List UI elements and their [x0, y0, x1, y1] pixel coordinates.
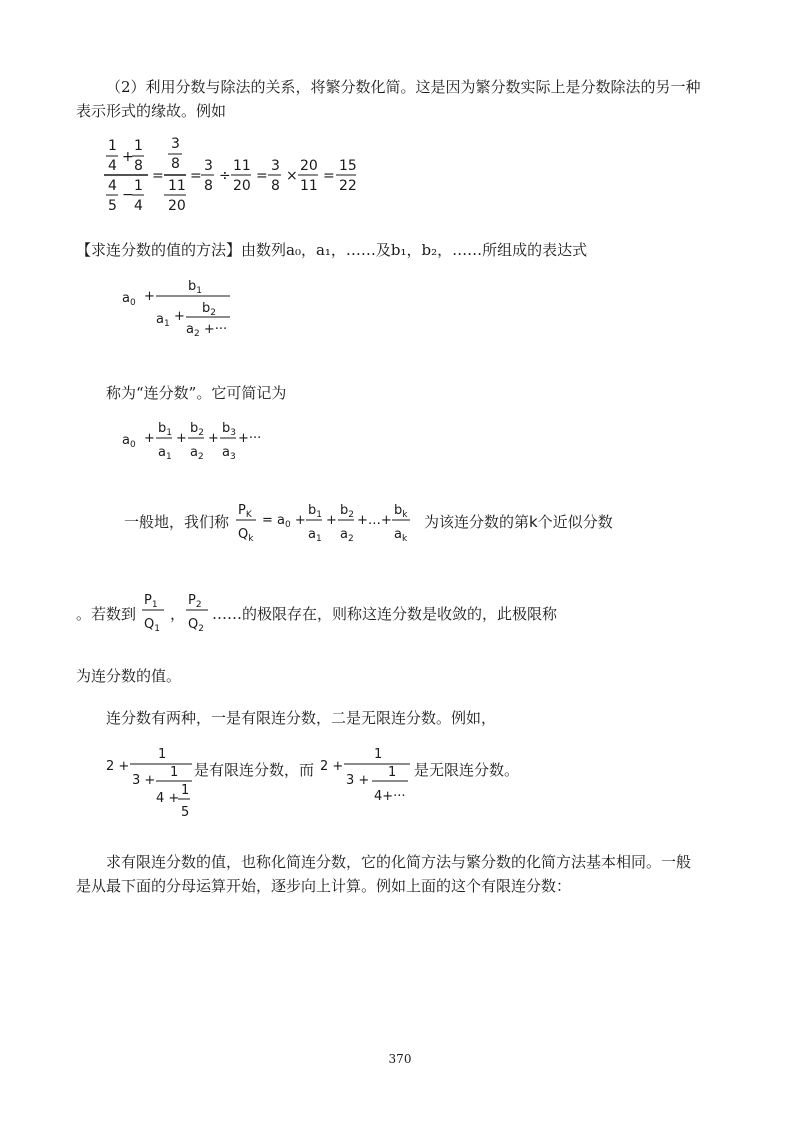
svg-text:4: 4 [108, 178, 117, 194]
svg-text:11: 11 [300, 178, 318, 194]
infinite-continued-fraction [320, 744, 412, 804]
svg-text:b1: $b_1$ [158, 421, 172, 438]
convergence-tail-text: ……的极限存在，则称这连分数是收敛的，此极限称 [212, 605, 558, 623]
svg-text:PK: $P_K$ [238, 503, 252, 520]
paragraph-intro-line2: 表示形式的缘故。例如 [76, 102, 227, 120]
svg-text:1: 1 [158, 747, 167, 762]
infinite-label: 是无限连分数。 [414, 761, 520, 779]
svg-text:8: 8 [271, 178, 280, 194]
svg-text:4: 4 [134, 198, 143, 214]
page-number: 370 [388, 1052, 412, 1066]
paragraph-simplify-line2: 是从最下面的分母运算开始，逐步向上计算。例如上面的这个有限连分数： [76, 877, 572, 895]
svg-text:3 +: 3 + [346, 773, 370, 788]
svg-text:=: = [152, 168, 164, 184]
svg-text:Q1: $Q_1$ [144, 617, 160, 634]
svg-text:+: + [174, 309, 185, 324]
svg-text:−: − [122, 187, 134, 203]
paragraph-method-heading: 【求连分数的值的方法】由数列a₀，a₁，……及b₁，b₂，……所组成的表达式 [76, 241, 588, 259]
paragraph-intro-line1: （2）利用分数与除法的关系，将繁分数化简。这是因为繁分数实际上是分数除法的另一种 [106, 78, 701, 96]
finite-continued-fraction [104, 744, 194, 828]
svg-text:8: 8 [134, 158, 143, 174]
svg-text:4: 4 [108, 158, 117, 174]
svg-text:Qk: $Q_k$ [238, 527, 254, 544]
svg-text:1: 1 [388, 765, 397, 780]
svg-text:+: + [176, 431, 187, 446]
svg-text:22: 22 [339, 178, 357, 194]
svg-text:5: 5 [108, 198, 117, 214]
svg-text:P1: $P_1$ [144, 593, 158, 610]
svg-text:+···: +··· [238, 431, 262, 446]
svg-text:=: = [256, 168, 268, 184]
svg-text:=: = [323, 168, 335, 184]
approximant-formula [236, 500, 426, 546]
svg-text:20: 20 [233, 178, 251, 194]
svg-text:1: 1 [108, 138, 117, 154]
complex-fraction-example [100, 132, 370, 216]
svg-text:a2: $a_2$ [190, 445, 204, 462]
svg-text:b2: $b_2$ [202, 301, 216, 318]
continued-fraction-examples [104, 744, 724, 828]
svg-text:=: = [190, 168, 202, 184]
convergence-lead-text: 。若数到 [76, 605, 137, 623]
svg-text:×: × [286, 168, 298, 184]
svg-text:b1: $b_1$ [188, 279, 202, 296]
continued-fraction-form [118, 276, 248, 342]
svg-text:a2: $a_2$ [340, 527, 354, 544]
ratio-p2-q2 [184, 590, 212, 636]
approximant-lead-text: 一般地，我们称 [124, 513, 230, 531]
svg-text:a1: $a_1$ [156, 312, 170, 329]
finite-label: 是有限连分数，而 [194, 761, 315, 779]
svg-text:a1: $a_1$ [308, 527, 322, 544]
svg-text:2 +: 2 + [106, 759, 130, 774]
svg-text:4 +: 4 + [156, 791, 180, 806]
convergence-comma: ， [170, 605, 186, 623]
svg-text:a2 +···: $a_2$ +··· [186, 322, 228, 339]
svg-text:ak: $a_k$ [394, 527, 408, 544]
svg-text:b3: $b_3$ [222, 421, 236, 438]
svg-text:3 +: 3 + [132, 773, 156, 788]
svg-text:a3: $a_3$ [222, 445, 236, 462]
svg-text:11: 11 [168, 178, 186, 194]
svg-text:÷: ÷ [219, 168, 231, 184]
abbreviated-continued-fraction [118, 418, 278, 464]
svg-text:1: 1 [134, 138, 143, 154]
paragraph-two-kinds: 连分数有两种，一是有限连分数，二是无限连分数。例如， [106, 709, 497, 727]
paragraph-simplify-line1: 求有限连分数的值，也称化简连分数，它的化简方法与繁分数的化简方法基本相同。一般 [106, 853, 692, 871]
svg-text:Q2: $Q_2$ [188, 617, 204, 634]
svg-text:8: 8 [204, 178, 213, 194]
svg-text:1: 1 [170, 765, 179, 780]
svg-text:b2: $b_2$ [340, 503, 354, 520]
svg-text:1: 1 [134, 178, 143, 194]
svg-text:15: 15 [339, 158, 357, 174]
svg-text:1: 1 [181, 783, 190, 798]
paragraph-value-of-continued-fraction: 为连分数的值。 [76, 667, 182, 685]
svg-text:3: 3 [271, 158, 280, 174]
svg-text:20: 20 [300, 158, 318, 174]
svg-text:3: 3 [171, 136, 180, 152]
svg-text:3: 3 [204, 158, 213, 174]
svg-text:b1: $b_1$ [308, 503, 322, 520]
svg-text:= a0 +: = $a_0$ + [262, 513, 306, 530]
svg-text:1: 1 [374, 747, 383, 762]
svg-text:2 +: 2 + [320, 759, 344, 774]
approximant-tail-text: 为该连分数的第k个近似分数 [424, 513, 613, 531]
svg-text:b2: $b_2$ [190, 421, 204, 438]
svg-text:5: 5 [181, 805, 190, 820]
svg-text:20: 20 [168, 198, 186, 214]
svg-text:+: + [326, 513, 337, 528]
svg-text:P2: $P_2$ [188, 593, 202, 610]
svg-text:a0: $a_0$ [122, 433, 136, 450]
svg-text:+: + [144, 431, 155, 446]
svg-text:a0: $a_0$ [122, 291, 136, 308]
svg-text:+…+: +…+ [357, 513, 392, 528]
svg-text:+: + [144, 289, 155, 304]
svg-text:a1: $a_1$ [158, 445, 172, 462]
svg-text:+: + [208, 431, 219, 446]
svg-text:4+···: 4+··· [374, 789, 406, 804]
svg-text:11: 11 [233, 158, 251, 174]
svg-text:+: + [122, 149, 134, 165]
svg-text:8: 8 [171, 156, 180, 172]
paragraph-named-continued-fraction: 称为“连分数”。它可简记为 [106, 384, 287, 402]
ratio-p1-q1 [140, 590, 168, 636]
svg-text:bk: $b_k$ [394, 503, 408, 520]
